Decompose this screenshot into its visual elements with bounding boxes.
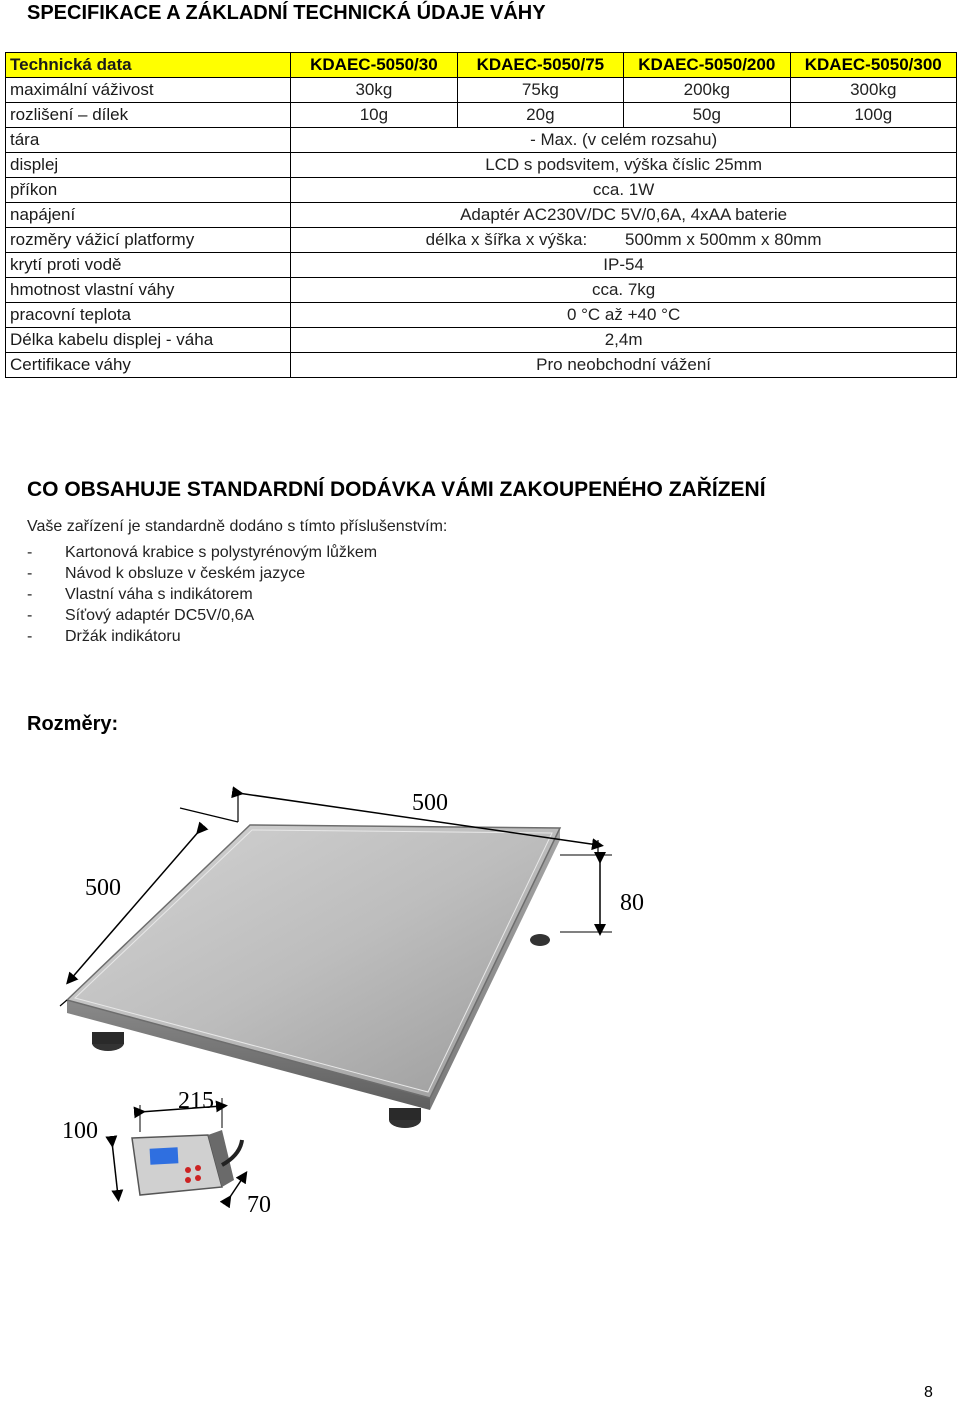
list-item-text: Kartonová krabice s polystyrénovým lůžkem	[65, 544, 378, 561]
row-label: krytí proti vodě	[6, 253, 291, 278]
table-row	[6, 103, 957, 128]
dim-indicator-height-label: 100	[62, 1118, 98, 1144]
cell-value: délka x šířka x výška: 500mm x 500mm x 80mm	[291, 228, 957, 253]
row-label: tára	[6, 128, 291, 153]
dim-indicator-depth-label: 70	[247, 1192, 271, 1218]
cell-value: cca. 1W	[291, 178, 957, 203]
row-label: napájení	[6, 203, 291, 228]
delivery-heading: CO OBSAHUJE STANDARDNÍ DODÁVKA VÁMI ZAKOUPENÉHO ZAŘÍZENÍ	[27, 478, 766, 501]
list-item: - Vlastní váha s indikátorem	[27, 586, 253, 603]
header-label: Technická data	[6, 53, 291, 78]
list-item-text: Držák indikátoru	[65, 628, 181, 645]
cell-value: Adaptér AC230V/DC 5V/0,6A, 4xAA baterie	[291, 203, 957, 228]
row-label: rozměry vážicí platformy	[6, 228, 291, 253]
delivery-list	[27, 542, 377, 647]
header-model-300: KDAEC-5050/300	[790, 53, 957, 78]
cell-value: 0 °C až +40 °C	[291, 303, 957, 328]
table-row	[6, 328, 957, 353]
cell-value: 75kg	[457, 78, 623, 103]
table-row	[6, 278, 957, 303]
scale-platform	[67, 825, 560, 1110]
spec-table-header	[6, 53, 957, 78]
list-item-text: Návod k obsluze v českém jazyce	[65, 565, 306, 582]
cell-value: 200kg	[624, 78, 790, 103]
list-item: - Držák indikátoru	[27, 628, 181, 645]
dimensions-heading: Rozměry:	[27, 713, 119, 735]
row-label: hmotnost vlastní váhy	[6, 278, 291, 303]
row-label: pracovní teplota	[6, 303, 291, 328]
header-model-30: KDAEC-5050/30	[291, 53, 457, 78]
cell-value: Pro neobchodní vážení	[291, 353, 957, 378]
cell-value: LCD s podsvitem, výška číslic 25mm	[291, 153, 957, 178]
row-label: Délka kabelu displej - váha	[6, 328, 291, 353]
row-label: Certifikace váhy	[6, 353, 291, 378]
cell-value: IP-54	[291, 253, 957, 278]
row-label: maximální váživost	[6, 78, 291, 103]
cell-value: 50g	[624, 103, 790, 128]
list-item: - Síťový adaptér DC5V/0,6A	[27, 607, 255, 624]
cell-value: cca. 7kg	[291, 278, 957, 303]
table-row	[6, 353, 957, 378]
cell-value: 100g	[790, 103, 957, 128]
page-number: 8	[924, 1384, 933, 1401]
table-row	[6, 178, 957, 203]
header-model-200: KDAEC-5050/200	[624, 53, 790, 78]
dim-length-label: 500	[412, 790, 448, 816]
cell-value: - Max. (v celém rozsahu)	[291, 128, 957, 153]
dim-height-label: 80	[620, 890, 644, 916]
list-item: - Kartonová krabice s polystyrénovým lůžkem	[27, 544, 378, 561]
dimension-height	[560, 855, 644, 932]
table-row	[6, 128, 957, 153]
page-title: SPECIFIKACE A ZÁKLADNÍ TECHNICKÁ ÚDAJE VÁHY	[27, 2, 546, 24]
row-label: příkon	[6, 178, 291, 203]
table-row	[6, 153, 957, 178]
table-row	[6, 303, 957, 328]
dim-indicator-width-label: 215	[178, 1088, 214, 1114]
cell-value: 30kg	[291, 78, 457, 103]
cell-value: 10g	[291, 103, 457, 128]
table-row	[6, 253, 957, 278]
table-row	[6, 78, 957, 103]
list-item-text: Síťový adaptér DC5V/0,6A	[65, 607, 255, 624]
spec-table	[5, 52, 957, 378]
row-label: rozlišení – dílek	[6, 103, 291, 128]
scale-drawing	[0, 760, 960, 1230]
dim-width-label: 500	[85, 875, 121, 901]
list-item: - Návod k obsluze v českém jazyce	[27, 565, 306, 582]
cell-value: 300kg	[790, 78, 957, 103]
table-row	[6, 228, 957, 253]
header-model-75: KDAEC-5050/75	[457, 53, 623, 78]
cell-value: 20g	[457, 103, 623, 128]
row-label: displej	[6, 153, 291, 178]
cell-value: 2,4m	[291, 328, 957, 353]
list-item-text: Vlastní váha s indikátorem	[65, 586, 253, 603]
indicator-display	[132, 1130, 242, 1195]
delivery-intro: Vaše zařízení je standardně dodáno s tímto příslušenstvím:	[27, 518, 448, 535]
table-row	[6, 203, 957, 228]
